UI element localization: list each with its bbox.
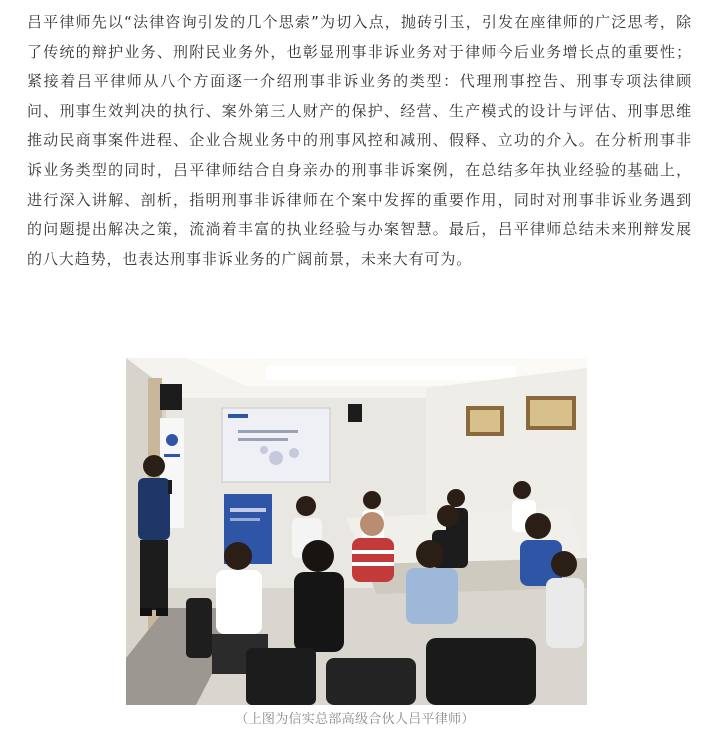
photo-caption: （上图为信实总部高级合伙人吕平律师） [235,712,475,727]
seminar-photo [126,358,587,705]
article-paragraph: 吕平律师先以“法律咨询引发的几个思索”为切入点，抛砖引玉，引发在座律师的广泛思考，除了传统的辩护业务、刑附民业务外，也彰显刑事非诉业务对于律师今后业务增长点的重要性；紧接着吕平律师从八个方面逐一介绍刑事非诉业务的类型：代理刑事控告、刑事专项法律顾问、刑事生效判决的执行、案外第三人财产的保护、经营、生产模式的设计与评估、刑事思维推动民商事案件进程、企业合规业务中的刑事风控和减刑、假释、立功的介入。在分析刑事非诉业务类型的同时，吕平律师结合自身亲办的刑事非诉案例，在总结多年执业经验的基础上，进行深入讲解、剖析，指明刑事非诉律师在个案中发挥的重要作用，同时对刑事非诉业务遇到的问题提出解决之策，流淌着丰富的执业经验与办案智慧。最后，吕平律师总结未来刑辩发展的八大趋势，也表达刑事非诉业务的广阔前景，未来大有可为。 [27,13,692,268]
